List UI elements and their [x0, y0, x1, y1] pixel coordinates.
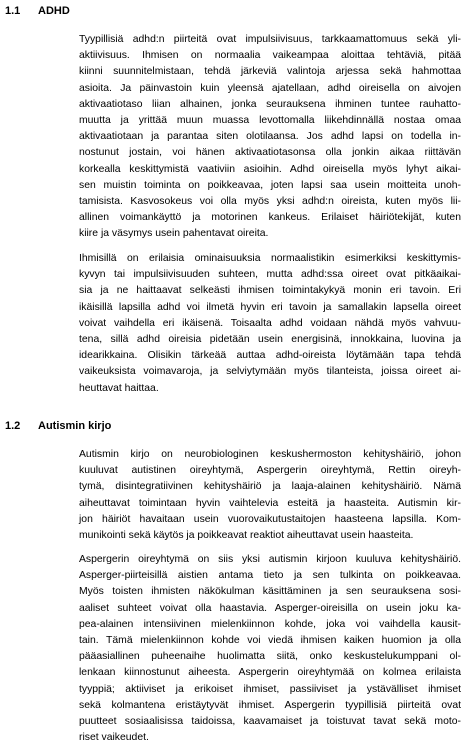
text-line: sen muistin toiminta on poikkeavaa, joten lapsi saa usein moitteita unoh- [79, 179, 461, 191]
text-line: vaikeuksista voimavaroja, ja selviytymään myös tilanteista, joissa oireet ai- [79, 366, 461, 378]
text-line: Asperger-piirteisillä aistien antama tieto ja sen tulkinta on poikkeavaa. [79, 570, 461, 582]
text-line: aaliset suhteet voivat olla haastavia. Asperger-oireisilla on usein joku ka- [79, 602, 461, 614]
section-title: Autismin kirjo [38, 420, 112, 432]
text-line: riset vaikeudet. [79, 732, 149, 744]
text-line: pea-alainen intensiivinen mielenkiinnon kohde, joka voi vaihdella kausit- [79, 618, 461, 630]
paragraph-autismin-kirjo-2 [79, 552, 461, 746]
text-line: puutteet sosiaalisissa taidoissa, kaavamaiset ja toistuvat tavat sekä moto- [79, 715, 461, 727]
text-line: allinen voimankäyttö ja motorinen kankeus. Erilaiset häiriötekijät, kuten [79, 212, 461, 224]
paragraph-adhd-2 [79, 251, 461, 397]
text-line: korkealla keskittymistä vaativiin asioihin. Adhd oireisella myös lyhyt aikai- [79, 163, 461, 175]
text-line: idearikkaina. Olisikin tärkeää auttaa adhd-oireista löytämään tapa tehdä [79, 350, 461, 362]
text-line: voivat vaihdella eri ikäisenä. Toisaalta adhd voidaan nähdä myös vahvuu- [79, 317, 461, 329]
text-line: tyyppiä; aktiiviset ja erikoiset ihmiset, passiiviset ja ystävälliset ihmiset [79, 683, 461, 695]
text-line: sekä kolmantena eristäytyvät ihmiset. Aspergerin tyypillisiä piirteitä ovat [79, 699, 461, 711]
text-line: kiire ja väsymys usein pahentavat oireita. [79, 228, 269, 240]
text-line: tymä, disintegratiivinen kehityshäiriö ja laaja-alainen kehityshäiriö. Nämä [79, 481, 461, 493]
text-line: ikäisillä lapsilla adhd voi ilmetä hyvin eri tavoin ja samallakin lapsella oireet [79, 301, 461, 313]
text-line: asioita. Ja päinvastoin kuin yleensä ajatellaan, adhd oireisella on aivojen [79, 82, 461, 94]
text-line: jon häiriöt havaitaan usein vuorovaikutustaitojen haasteena lapsilla. Kom- [79, 513, 461, 525]
text-line: kyvyn tai impulsiivisuuden suhteen, mutta adhd:ssa oireet ovat pitkäaikai- [79, 269, 461, 281]
text-line: muutta ja yrittää muun muassa levottomalla liikehdinnällä nostaa omaa [79, 114, 461, 126]
text-line: Tyypillisiä adhd:n piirteitä ovat impulsiivisuus, tarkkaamattomuus sekä yli- [79, 34, 461, 45]
text-line: tamisista. Kasvosokeus voi olla myös yksi adhd:n oireista, kuten myös lii- [79, 195, 461, 207]
text-line: nostunut jostain, voi hänen aktivaatiotasonsa olla jonkin aikaa riittävän [79, 147, 461, 159]
paragraph-autismin-kirjo-1 [79, 447, 461, 544]
text-line: aiheuttavat toimintaan hyvin vaihtelevia esteitä ja haasteita. Autismin kir- [79, 497, 461, 509]
text-line: sia ja ne haittaavat selkeästi ihmisen toimintakykyä monin eri tavoin. Eri [79, 285, 461, 297]
text-line: Ihmisillä on erilaisia ominaisuuksia normaalistikin esimerkiksi keskittymis- [79, 253, 461, 264]
text-line: Autismin kirjo on neurobiologinen keskushermoston kehityshäiriö, johon [79, 449, 461, 460]
text-line: pääasiallinen puheenaihe huolimatta siitä, onko keskustelukumppani ol- [79, 651, 461, 663]
section-number: 1.2 [5, 420, 21, 432]
text-line: aktiivisuus. Ihmisen on normaalia vaikeampaa aloittaa tehtäviä, pitää [79, 50, 461, 62]
section-title: ADHD [38, 5, 70, 17]
text-line: lenkaan kiinnostunut aiheesta. Aspergerin oireyhtymää on kolmea erilaista [79, 667, 461, 679]
text-line: kuuluvat autistinen oireyhtymä, Aspergerin oireyhtymä, Rettin oireyh- [79, 465, 461, 477]
text-line: tain. Tämä mielenkiinnon kohde voi viedä ihmisen kaiken huomion ja olla [79, 634, 461, 646]
text-line: kiinni suunnitelmistaan, tehdä järkeviä valintoja arjessa sekä hahmottaa [79, 66, 461, 78]
section-heading-adhd [5, 4, 70, 18]
section-heading-autismin-kirjo [5, 419, 111, 433]
text-line: aktivaatiotaso liian alhainen, jonka seurauksena ihminen tuntee rauhatto- [79, 98, 461, 110]
text-line: heuttavat haittaa. [79, 382, 159, 394]
section-number: 1.1 [5, 5, 21, 17]
paragraph-adhd-1 [79, 32, 461, 242]
text-line: aktivaatiotaan ja parantaa siten olotilaansa. Jos adhd lapsi on todella in- [79, 131, 461, 143]
text-line: Myös toisten ihmisten näkökulman käsittäminen ja sen seurauksena sosi- [79, 586, 461, 598]
text-line: Aspergerin oireyhtymä on siis yksi autismin kirjoon kuuluva kehityshäiriö. [79, 554, 461, 565]
text-line: tena, sillä adhd oireisia pidetään usein energisinä, innokkaina, luovina ja [79, 333, 461, 345]
text-line: munikointi sekä käytös ja poikkeavat reaktiot aiheuttavat usein haasteita. [79, 529, 414, 541]
